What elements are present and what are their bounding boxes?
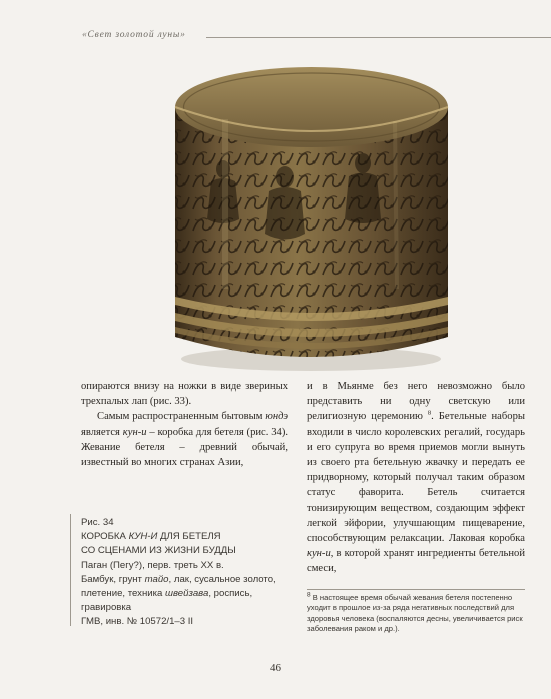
page-number: 46	[270, 662, 281, 674]
text-column-left	[81, 379, 288, 470]
caption-rule	[70, 514, 71, 626]
footnote-rule	[307, 589, 525, 590]
running-head: «Свет золотой луны»	[82, 30, 186, 40]
paragraph	[81, 409, 288, 470]
text-run: . Бетельные наборы входили в число королевских регалий, государь и его супруга во время приемов могли вынуть из своего рта бетельную жвачку и передать ее придворному, который получал таким образом статус фаворита. Бетель считается тонизирующим веществом, создающим эффект легкой эйфории, улучшающим пищеварение, способствующим релаксации. Лаковая коробка	[307, 411, 525, 545]
figure-origin: Паган (Пегу?), перв. треть XX в.	[81, 559, 224, 571]
term-italic: кун-и	[122, 426, 147, 438]
text-run: – коробка для бетеля (рис. 34). Жевание бетеля – древний обычай, известный во многих странах Азии,	[81, 426, 289, 469]
figure-caption	[81, 516, 281, 630]
figure-inventory: ГМВ, инв. № 10572/1–3 II	[81, 616, 194, 628]
header-rule	[206, 37, 551, 38]
term-italic: швейзава	[165, 588, 209, 600]
term-italic: кун-и	[307, 548, 331, 560]
paragraph: опираются внизу на ножки в виде звериных трехпалых лап (рис. 33).	[81, 381, 288, 408]
text-run: Самым распространенным бытовым	[97, 411, 263, 423]
figure-number: Рис. 34	[81, 517, 114, 528]
text-run: , роспись, гравировка	[81, 588, 253, 614]
footnote-text: В настоящее время обычай жевания бетеля постепенно уходит в прошлое из-за ряда негативных последствий для здоровья человека (воспаляются десны, увеличивается риск заболевания раком и др.).	[307, 593, 523, 634]
text-run: Бамбук, грунт	[81, 573, 142, 585]
text-run: КОРОБКА	[81, 531, 126, 543]
footnote-number: 8	[307, 591, 311, 599]
term-italic: юндэ	[265, 411, 288, 423]
text-run: ДЛЯ БЕТЕЛЯ	[160, 531, 221, 543]
betel-box-illustration	[165, 59, 458, 373]
footnote-marker[interactable]: 8	[427, 409, 432, 417]
paragraph	[307, 379, 525, 577]
text-run: , в которой хранят ингредиенты бетельной смеси,	[307, 548, 525, 575]
text-run: , лак, сусальное золото, плетение, техника	[81, 573, 276, 600]
text-run: и в Мьянме без него невозможно было представить ни одну светскую или религиозную церемонию	[307, 381, 525, 423]
text-run: является	[81, 426, 120, 438]
footnote	[307, 593, 525, 635]
term-italic: КУН-И	[128, 531, 158, 543]
figure-title-line2: СО СЦЕНАМИ ИЗ ЖИЗНИ БУДДЫ	[81, 545, 236, 557]
figure-materials	[81, 573, 281, 616]
figure-title	[81, 530, 281, 544]
betel-box-photo	[165, 59, 458, 373]
term-italic: тайо	[144, 573, 169, 585]
text-column-right	[307, 379, 525, 577]
